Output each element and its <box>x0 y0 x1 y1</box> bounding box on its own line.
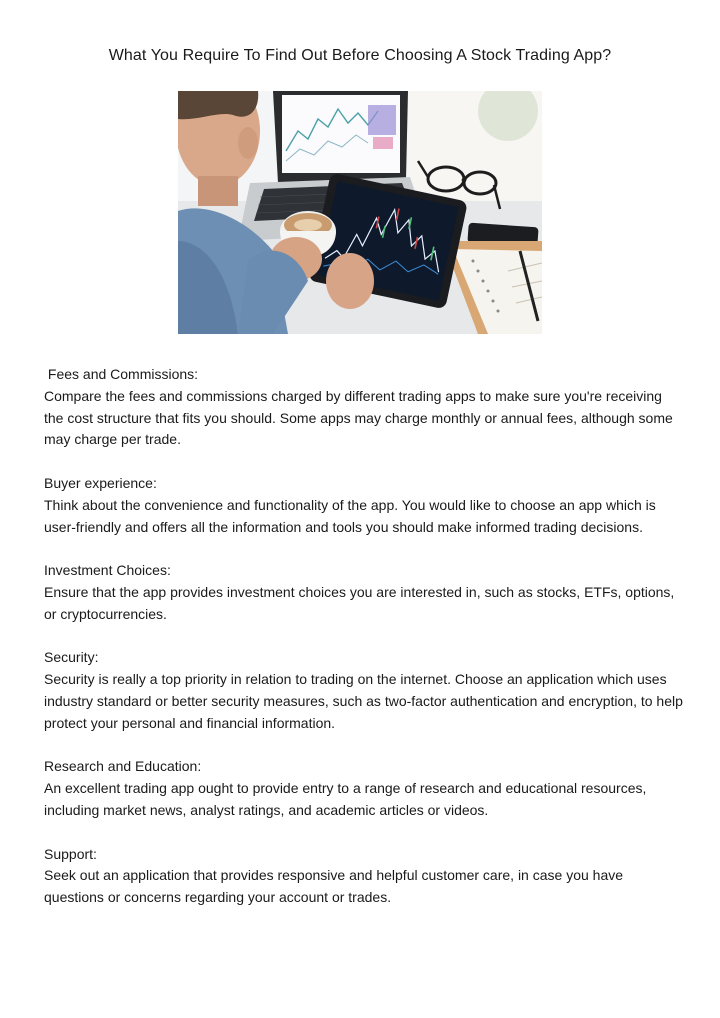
section-fees <box>44 364 684 451</box>
section-text: Compare the fees and commissions charged by different trading apps to make sure you're receiving the cost structure that fits you should. Some apps may charge monthly or annual fees, although some may charge per trade. <box>44 387 673 448</box>
section-heading: Buyer experience: <box>44 474 157 491</box>
section-investment-choices <box>44 560 684 625</box>
section-heading: Fees and Commissions: <box>44 366 199 382</box>
section-buyer-experience <box>44 473 684 538</box>
section-heading: Investment Choices: <box>44 562 171 579</box>
section-text: An excellent trading app ought to provide entry to a range of research and educational resources, including market news, analyst ratings, and academic articles or videos. <box>44 780 647 818</box>
section-text: Ensure that the app provides investment choices you are interested in, such as stocks, ETFs, options, or cryptocurrencies. <box>44 583 675 622</box>
section-text: Seek out an application that provides responsive and helpful customer care, in case you have questions or concerns regarding your account or trades. <box>44 867 624 906</box>
section-research-education <box>44 756 684 821</box>
section-heading: Research and Education: <box>44 758 202 775</box>
section-security <box>44 647 684 734</box>
section-text: Think about the convenience and functionality of the app. You would like to choose an app which is user-friendly and offers all the information and tools you should make informed trading decisions. <box>44 496 656 535</box>
section-heading: Support: <box>44 845 97 862</box>
article-body <box>44 364 684 931</box>
section-text: Security is really a top priority in relation to trading on the internet. Choose an application which uses industry standard or better security measures, such as two-factor authentication and encryption, to help protect your personal and financial information. <box>44 671 683 731</box>
page-title: What You Require To Find Out Before Choosing A Stock Trading App? <box>108 47 612 64</box>
section-heading: Security: <box>44 649 99 666</box>
trader-with-tablet-photo <box>178 91 542 334</box>
section-support <box>44 844 684 909</box>
